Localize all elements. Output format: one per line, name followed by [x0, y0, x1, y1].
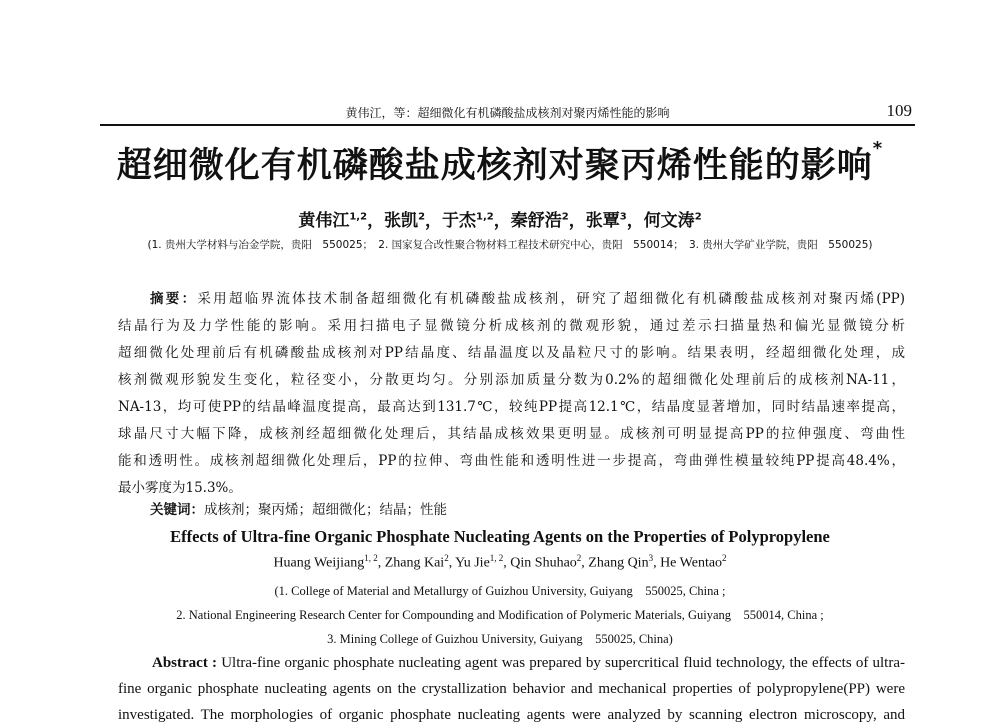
- keywords: [150, 498, 905, 518]
- author-name: Qin Shuhao: [510, 555, 577, 571]
- author-list: [60, 206, 940, 231]
- author-name: He Wentao: [660, 555, 723, 571]
- author-name: 何文涛: [643, 211, 695, 231]
- abstract-text: 采用超临界流体技术制备超细微化有机磷酸盐成核剂，研究了超细微化有机磷酸盐成核剂对聚丙烯(PP): [197, 291, 906, 307]
- abstract-line: 能和透明性。成核剂超细微化处理后，PP的拉伸、弯曲性能和透明性进一步提高，弯曲弹性模量较纯PP提高48.4%，: [118, 453, 906, 469]
- english-affiliation-3: 3. Mining College of Guizhou University, Guiyang 550025, China): [327, 632, 673, 646]
- abstract-line: 核剂微观形貌发生变化，粒径变小，分散更均匀。分别添加质量分数为0.2%的超细微化处理前后的成核剂NA-11，: [118, 372, 905, 388]
- abstract-line: [150, 287, 905, 307]
- keywords-text: 成核剂；聚丙烯；超细微化；结晶；性能: [204, 502, 447, 518]
- english-title: Effects of Ultra-fine Organic Phosphate Nucleating Agents on the Properties of Polypropylene: [170, 527, 830, 546]
- english-affiliation-2: 2. National Engineering Research Center for Compounding and Modification of Polymeric Materials, Guiyang 550014, China ;: [176, 608, 824, 622]
- english-authors: [60, 553, 940, 572]
- english-abstract-label: Abstract :: [152, 655, 217, 671]
- author-affiliation-mark: 1, 2: [364, 553, 378, 563]
- abstract-line: 超细微化处理前后有机磷酸盐成核剂对PP结晶度、结晶温度以及晶粒尺寸的影响。结果表明，经超细微化处理，成: [118, 345, 905, 361]
- author-name: 秦舒浩: [510, 211, 562, 231]
- title-footnote-mark: *: [872, 138, 884, 159]
- title-text: 超细微化有机磷酸盐成核剂对聚丙烯性能的影响: [116, 146, 873, 186]
- separator: ，: [493, 211, 511, 231]
- author-affiliation-mark: 2: [694, 211, 702, 223]
- running-header: 黄伟江，等：超细微化有机磷酸盐成核剂对聚丙烯性能的影响: [345, 106, 670, 120]
- affiliations: (1. 贵州大学材料与冶金学院，贵阳 550025； 2. 国家复合改性聚合物材料工程技术研究中心，贵阳 550014； 3. 贵州大学矿业学院，贵阳 550025): [147, 239, 873, 251]
- page-number: 109: [886, 101, 912, 120]
- keywords-label: 关键词：: [150, 502, 204, 518]
- author-name: 黄伟江: [298, 211, 350, 231]
- separator: ,: [448, 555, 456, 571]
- separator: ，: [425, 211, 443, 231]
- abstract-line: 结晶行为及力学性能的影响。采用扫描电子显微镜分析成核剂的微观形貌，通过差示扫描量热和偏光显微镜分析: [118, 318, 905, 334]
- english-abstract-text: Ultra-fine organic phosphate nucleating agent was prepared by supercritical fluid technology, the effects of ultra-: [221, 655, 905, 671]
- author-affiliation-mark: 2: [576, 553, 582, 563]
- header-rule: [100, 124, 915, 126]
- author-affiliation-mark: 1,2: [476, 211, 494, 223]
- author-name: Yu Jie: [455, 555, 490, 571]
- abstract-line: NA-13，均可使PP的结晶峰温度提高，最高达到131.7℃，较纯PP提高12.1℃，结晶度显著增加，同时结晶速率提高，: [118, 399, 905, 415]
- separator: ,: [581, 555, 589, 571]
- author-name: Huang Weijiang: [273, 555, 365, 571]
- english-affiliation-1: (1. College of Material and Metallurgy of Guizhou University, Guiyang 550025, China ;: [274, 584, 726, 598]
- author-affiliation-mark: 2: [722, 553, 727, 563]
- separator: ,: [503, 555, 511, 571]
- author-affiliation-mark: 1, 2: [489, 553, 504, 563]
- author-name: 于杰: [442, 211, 477, 231]
- abstract-label: 摘要：: [150, 291, 198, 307]
- author-affiliation-mark: 3: [619, 211, 627, 223]
- english-abstract-line: [152, 655, 905, 672]
- separator: ，: [568, 211, 586, 231]
- author-affiliation-mark: 1,2: [349, 211, 368, 223]
- separator: ，: [626, 211, 644, 231]
- author-name: Zhang Qin: [588, 555, 649, 571]
- english-abstract-line: investigated. The morphologies of organic phosphate nucleating agents were analyzed by scanning electron microscopy, and: [118, 707, 905, 723]
- separator: ,: [653, 555, 661, 571]
- separator: ,: [377, 555, 385, 571]
- author-name: Zhang Kai: [384, 555, 445, 571]
- separator: ，: [367, 211, 385, 231]
- author-affiliation-mark: 2: [444, 553, 449, 563]
- english-abstract-line: fine organic phosphate nucleating agents on the crystallization behavior and mechanical properties of polypropylene(PP) were: [118, 681, 905, 697]
- author-affiliation-mark: 2: [561, 211, 569, 223]
- paper-title: [60, 138, 940, 188]
- abstract-line: 球晶尺寸大幅下降，成核剂经超细微化处理后，其结晶成核效果更明显。成核剂可明显提高PP的拉伸强度、弯曲性: [118, 426, 905, 442]
- author-affiliation-mark: 3: [648, 553, 654, 563]
- author-name: 张凯: [384, 211, 419, 231]
- author-name: 张覃: [585, 211, 620, 231]
- abstract-line: 最小雾度为15.3%。: [118, 480, 242, 496]
- author-affiliation-mark: 2: [418, 211, 426, 223]
